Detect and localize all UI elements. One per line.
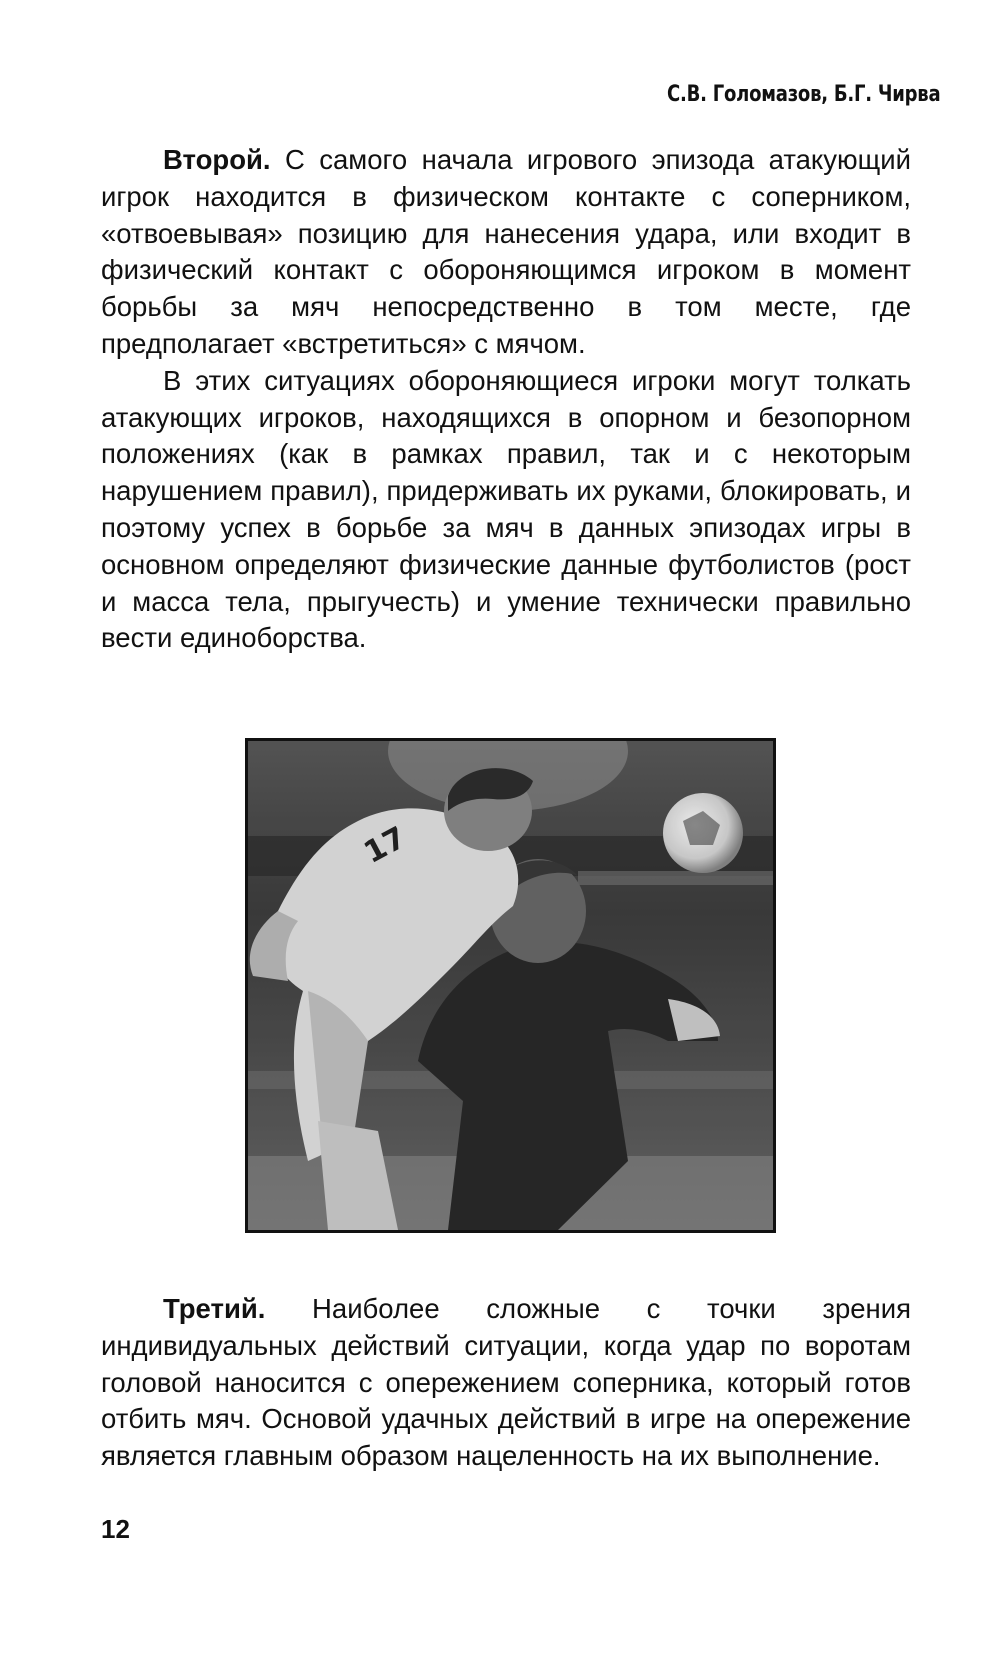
paragraph-body: Наиболее сложные с точки зрения индивидуальных действий ситуации, когда удар по воротам головой наносится с опережением соперника, который готов отбить мяч. Основой удачных действий в игре на опережение является главным образом нацеленность на их выполнение. [101,1293,911,1472]
jersey-number: 17 [358,820,412,871]
paragraph-lead-second: Второй. [163,144,271,175]
text-block-top [101,142,911,657]
paragraph-body: С самого начала игрового эпизода атакующий игрок находится в физическом контакте с соперником, «отвоевывая» позицию для нанесения удара, или входит в физический контакт с обороняющимся игроком в момент борьбы за мяч непосредственно в том месте, где предполагает «встретиться» с мячом. [101,144,911,359]
running-head-authors: С.В. Голомазов, Б.Г. Чирва [666,82,940,107]
paragraph-second-type [101,142,911,363]
text-block-bottom [101,1291,911,1475]
paragraph-lead-third: Третий. [163,1293,266,1324]
paragraph-situations: В этих ситуациях обороняющиеся игроки могут толкать атакующих игроков, находящихся в опорном и безопорном положениях (как в рамках правил, так и с некоторым нарушением правил), придерживать их руками, блокировать, и поэтому успех в борьбе за мяч в данных эпизодах игры в основном определяют физические данные футболистов (рост и масса тела, прыгучесть) и умение технически правильно вести единоборства. [101,364,911,654]
photo-illustration [248,741,773,1230]
page-number: 12 [101,1514,130,1544]
football-header-photo [245,738,776,1233]
paragraph-third-type [101,1291,911,1475]
